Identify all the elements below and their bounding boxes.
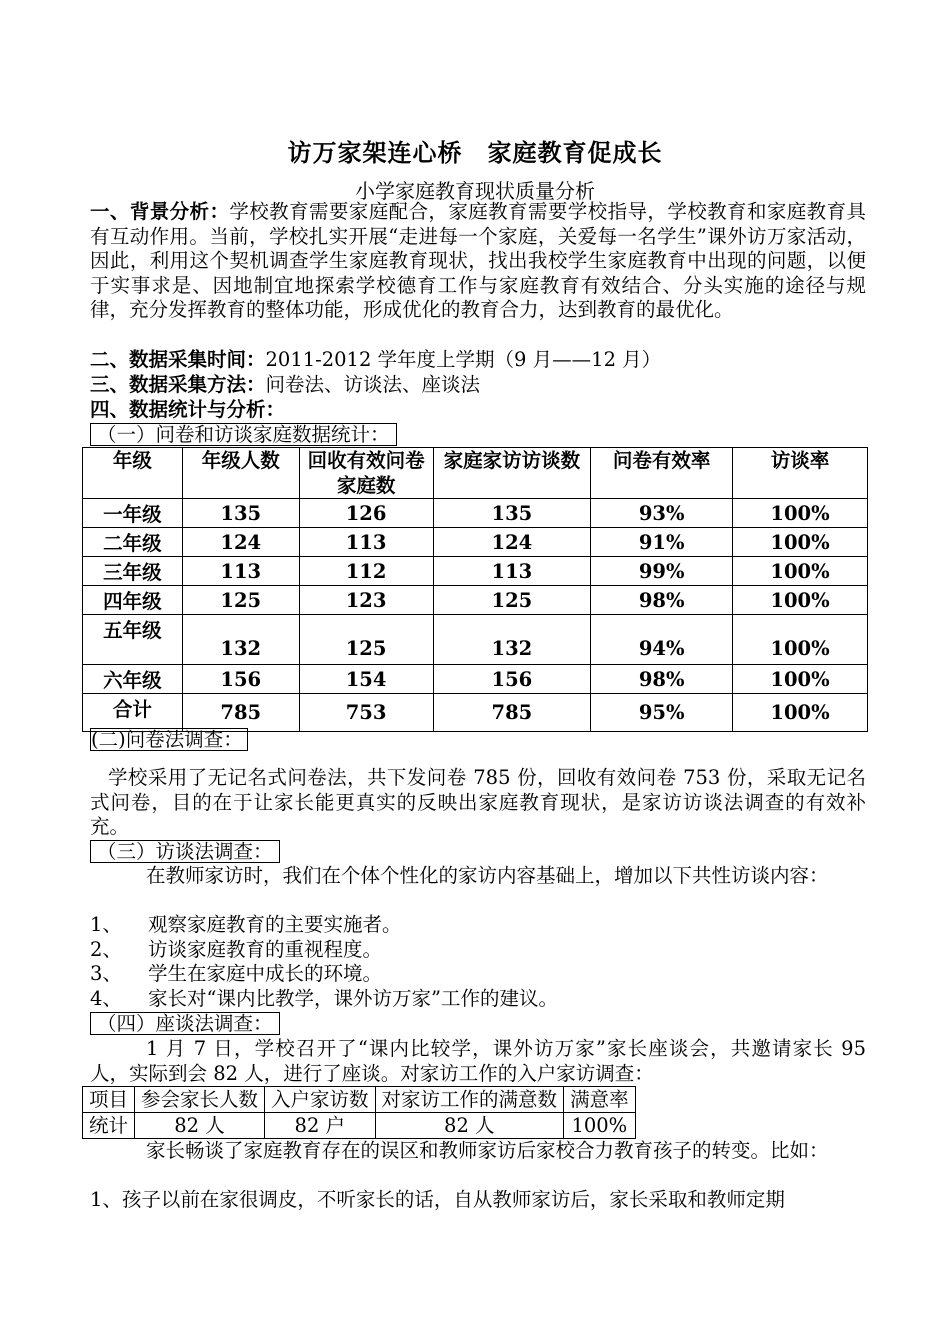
table-cell: 100% bbox=[733, 665, 868, 694]
table-cell: 132 bbox=[182, 615, 299, 665]
table-cell: 785 bbox=[182, 694, 299, 732]
document-title: 访万家架连心桥 家庭教育促成长 bbox=[287, 139, 663, 167]
table-cell: 91% bbox=[591, 528, 733, 557]
list-text: 访谈家庭教育的重视程度。 bbox=[148, 938, 383, 961]
list-item bbox=[90, 913, 402, 938]
subheading-1: （一）问卷和访谈家庭数据统计： bbox=[90, 423, 397, 446]
collection-time-line bbox=[90, 348, 870, 373]
table-cell: 156 bbox=[182, 665, 299, 694]
collection-method-text: 问卷法、访谈法、座谈法 bbox=[265, 373, 481, 396]
table-cell: 98% bbox=[591, 665, 733, 694]
table-cell: 125 bbox=[433, 586, 591, 615]
document-subtitle: 小学家庭教育现状质量分析 bbox=[355, 179, 595, 203]
table-header-cell: 访谈率 bbox=[733, 448, 868, 499]
background-section bbox=[90, 200, 866, 323]
list-text: 学生在家庭中成长的环境。 bbox=[148, 962, 383, 985]
collection-time-heading: 二、数据采集时间： bbox=[90, 348, 266, 371]
table-cell: 三年级 bbox=[83, 557, 183, 586]
subheading-2-line bbox=[90, 728, 870, 753]
table-cell: 98% bbox=[591, 586, 733, 615]
table-cell: 95% bbox=[591, 694, 733, 732]
list-number: 4、 bbox=[90, 987, 122, 1010]
table-row bbox=[83, 665, 868, 694]
table-cell: 93% bbox=[591, 499, 733, 528]
subheading-4-line bbox=[90, 1012, 870, 1037]
table-cell: 124 bbox=[182, 528, 299, 557]
background-text: 学校教育需要家庭配合，家庭教育需要学校指导，学校教育和家庭教育具有互动作用。当前，学校扎实开展“走进每一个家庭，关爱每一名学生”课外访万家活动，因此，利用这个契机调查学生家庭教育现状，找出我校学生家庭教育中出现的问题，以便于实事求是、因地制宜地探索学校德育工作与家庭教育有效结合、分头实施的途径与规律，充分发挥教育的整体功能，形成优化的教育合力，达到教育的最优化。 bbox=[90, 200, 866, 321]
questionnaire-paragraph: 学校采用了无记名式问卷法，共下发问卷 785 份，回收有效问卷 753 份，采取无记名式问卷，目的在于让家长能更真实的反映出家庭教育现状，是家访访谈法调查的有效补充。 bbox=[90, 766, 866, 838]
subheading-4: （四）座谈法调查： bbox=[90, 1012, 280, 1035]
collection-method-heading: 三、数据采集方法： bbox=[90, 373, 266, 396]
table-row bbox=[83, 1113, 636, 1139]
table-cell: 100% bbox=[733, 694, 868, 732]
table-cell: 94% bbox=[591, 615, 733, 665]
table-cell: 125 bbox=[299, 615, 433, 665]
table-cell: 82 户 bbox=[265, 1113, 376, 1139]
list-number: 3、 bbox=[90, 962, 122, 985]
table-cell: 100% bbox=[733, 586, 868, 615]
table-cell: 100% bbox=[733, 499, 868, 528]
subheading-3: （三）访谈法调查： bbox=[90, 840, 280, 863]
table-row bbox=[83, 557, 868, 586]
table-row bbox=[83, 586, 868, 615]
list-item bbox=[90, 962, 382, 987]
statistics-heading-line bbox=[90, 398, 870, 423]
table-header-cell: 入户家访数 bbox=[265, 1087, 376, 1113]
subheading-2: (二)问卷法调查： bbox=[90, 728, 248, 751]
table-cell: 六年级 bbox=[83, 665, 183, 694]
list-number: 2、 bbox=[90, 938, 122, 961]
table-header-cell: 满意率 bbox=[564, 1087, 636, 1113]
table-cell: 100% bbox=[733, 528, 868, 557]
list-item bbox=[90, 987, 558, 1012]
table-cell: 113 bbox=[182, 557, 299, 586]
table-cell: 100% bbox=[733, 615, 868, 665]
table-cell: 99% bbox=[591, 557, 733, 586]
table-header-cell: 参会家长人数 bbox=[135, 1087, 265, 1113]
table-row bbox=[83, 615, 868, 665]
table-cell: 126 bbox=[299, 499, 433, 528]
table-cell: 125 bbox=[182, 586, 299, 615]
table-header-row bbox=[83, 1087, 636, 1113]
table-cell: 四年级 bbox=[83, 586, 183, 615]
collection-method-line bbox=[90, 373, 870, 398]
table-header-row bbox=[83, 448, 868, 499]
subheading-3-line bbox=[90, 840, 870, 865]
statistics-heading: 四、数据统计与分析： bbox=[90, 398, 286, 421]
table-cell: 154 bbox=[299, 665, 433, 694]
table-header-cell: 问卷有效率 bbox=[591, 448, 733, 499]
table-cell: 82 人 bbox=[375, 1113, 564, 1139]
table-header-cell: 对家访工作的满意数 bbox=[375, 1087, 564, 1113]
table-cell: 二年级 bbox=[83, 528, 183, 557]
table-cell: 113 bbox=[299, 528, 433, 557]
table-cell: 统计 bbox=[83, 1113, 135, 1139]
list-item bbox=[90, 938, 382, 963]
table-cell: 135 bbox=[433, 499, 591, 528]
table-header-cell: 回收有效问卷家庭数 bbox=[299, 448, 433, 499]
forum-paragraph: 1 月 7 日，学校召开了“课内比较学，课外访万家”家长座谈会，共邀请家长 95 人，实际到会 82 人，进行了座谈。对家访工作的入户家访调查： bbox=[90, 1037, 866, 1085]
list-text: 家长对“课内比教学，课外访万家”工作的建议。 bbox=[148, 987, 558, 1010]
table-cell: 82 人 bbox=[135, 1113, 265, 1139]
table-cell: 112 bbox=[299, 557, 433, 586]
grade-statistics-table bbox=[82, 447, 868, 732]
visit-satisfaction-table bbox=[82, 1086, 636, 1139]
example-paragraph: 1、孩子以前在家很调皮，不听家长的话，自从教师家访后，家长采取和教师定期 bbox=[90, 1188, 785, 1211]
interview-paragraph: 在教师家访时，我们在个体个性化的家访内容基础上，增加以下共性访谈内容： bbox=[146, 864, 829, 887]
table-cell: 113 bbox=[433, 557, 591, 586]
table-row bbox=[83, 528, 868, 557]
table-header-cell: 项目 bbox=[83, 1087, 135, 1113]
table-cell: 一年级 bbox=[83, 499, 183, 528]
table-cell: 156 bbox=[433, 665, 591, 694]
background-heading: 一、背景分析： bbox=[90, 200, 230, 223]
table-header-cell: 年级 bbox=[83, 448, 183, 499]
table-row bbox=[83, 499, 868, 528]
table-cell: 100% bbox=[564, 1113, 636, 1139]
list-number: 1、 bbox=[90, 913, 122, 936]
table-cell: 132 bbox=[433, 615, 591, 665]
table-cell: 135 bbox=[182, 499, 299, 528]
table-header-cell: 年级人数 bbox=[182, 448, 299, 499]
table-cell: 124 bbox=[433, 528, 591, 557]
table-total-row bbox=[83, 694, 868, 732]
table-cell: 753 bbox=[299, 694, 433, 732]
parents-paragraph: 家长畅谈了家庭教育存在的误区和教师家访后家校合力教育孩子的转变。比如： bbox=[146, 1139, 829, 1162]
table-cell: 785 bbox=[433, 694, 591, 732]
table-header-cell: 家庭家访访谈数 bbox=[433, 448, 591, 499]
list-text: 观察家庭教育的主要实施者。 bbox=[148, 913, 402, 936]
table-cell: 五年级 bbox=[83, 615, 183, 665]
table-cell: 100% bbox=[733, 557, 868, 586]
subheading-1-line bbox=[90, 423, 870, 448]
collection-time-text: 2011-2012 学年度上学期（9 月——12 月） bbox=[265, 348, 662, 371]
table-cell: 123 bbox=[299, 586, 433, 615]
table-cell: 合计 bbox=[83, 694, 183, 732]
